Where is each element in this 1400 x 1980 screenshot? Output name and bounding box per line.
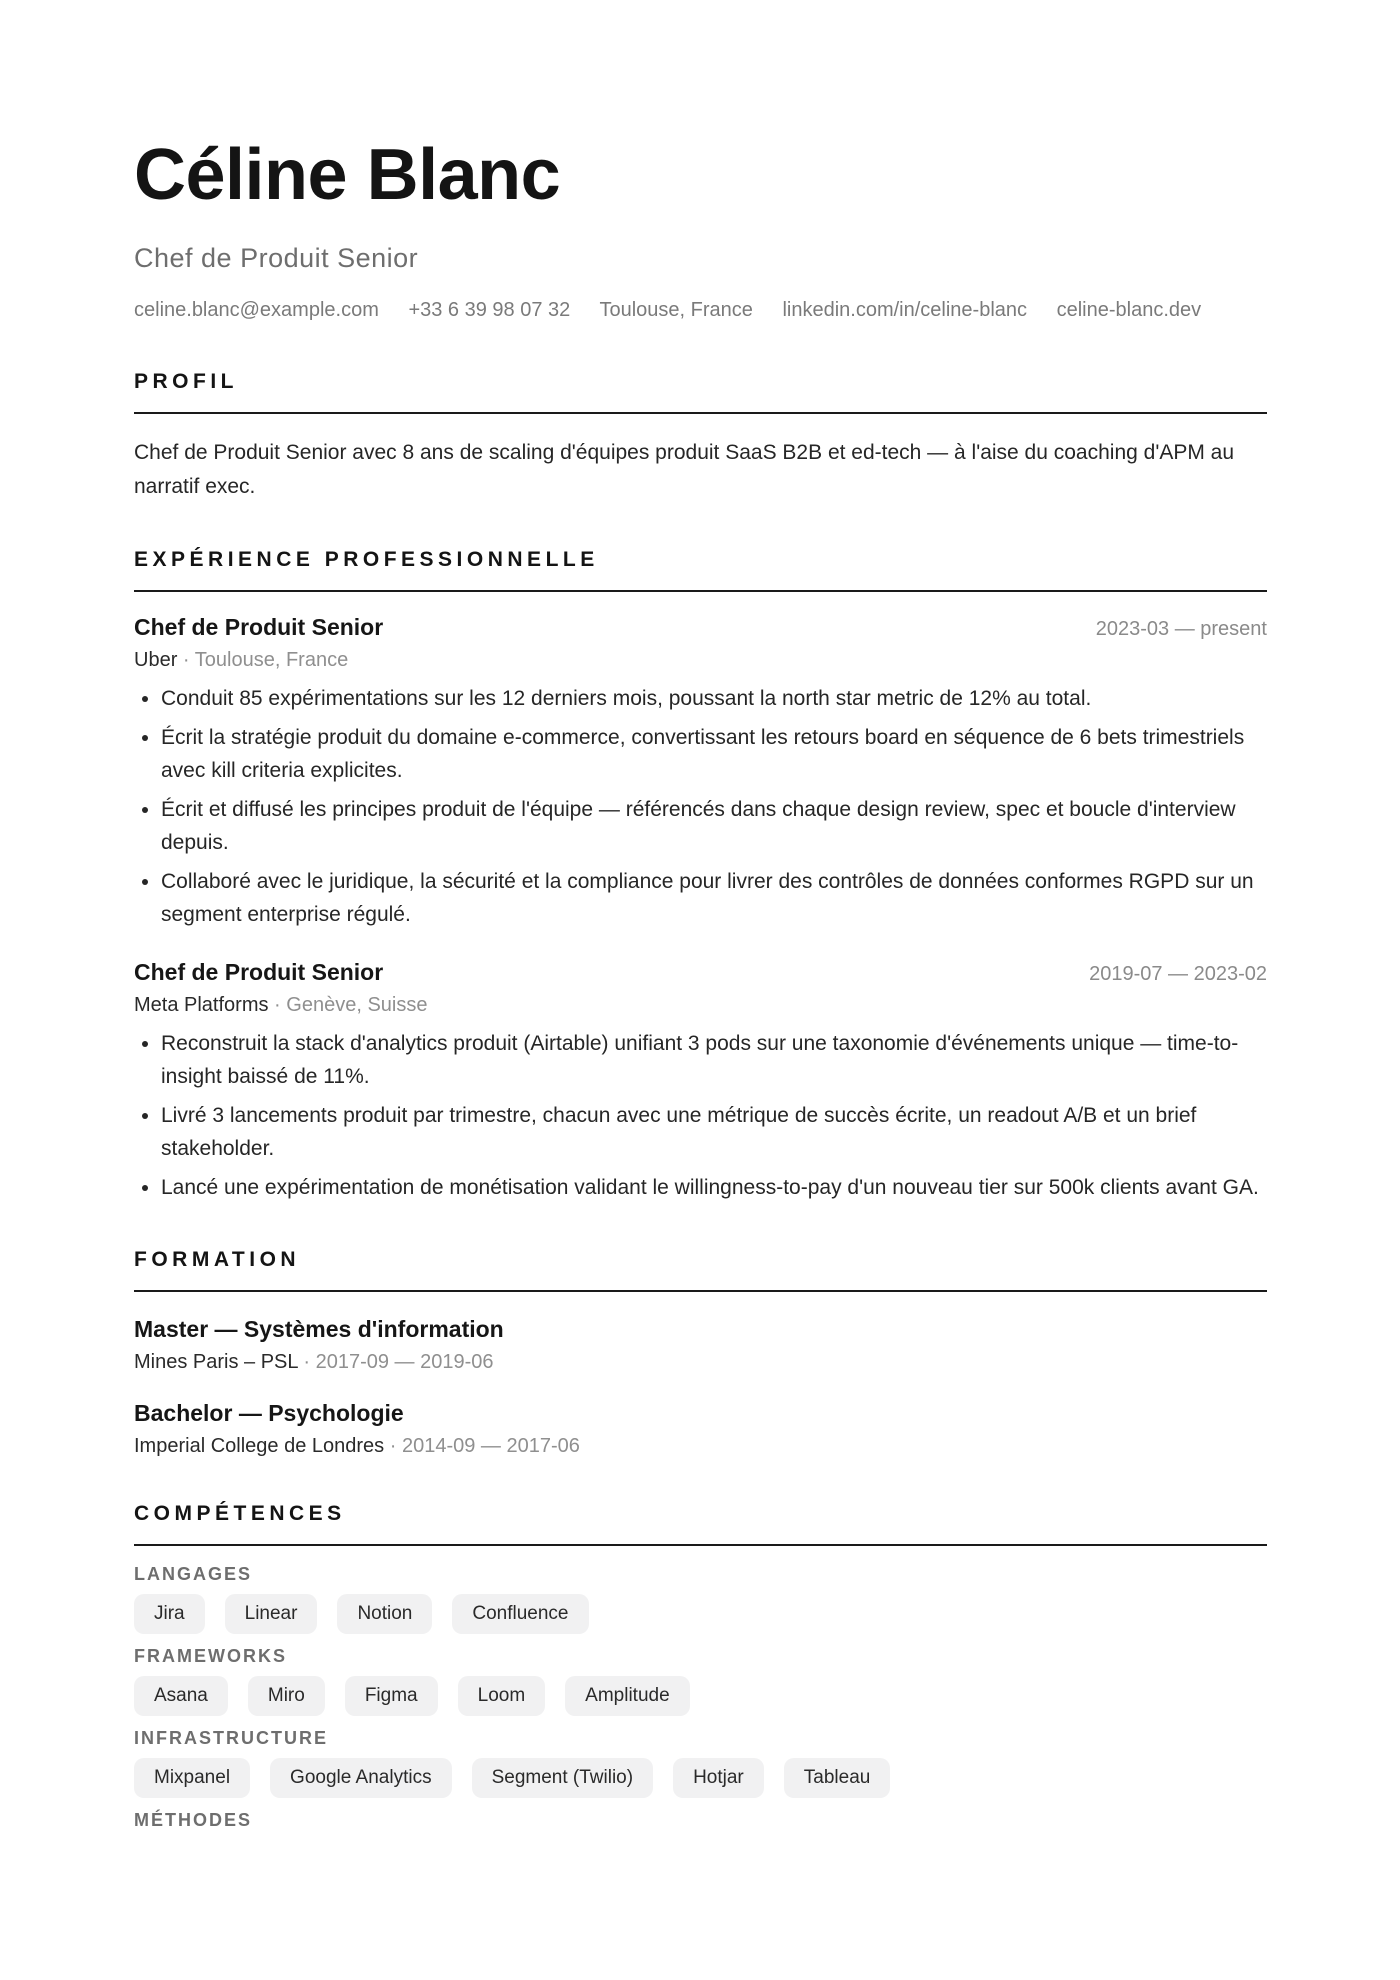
contact-line [134, 294, 1267, 326]
job-bullet: • Livré 3 lancements produit par trimestre, chacun avec une métrique de succès écrite, un readout A/B et un brief stakeholder. [161, 1099, 1267, 1165]
job-bullet: • Collaboré avec le juridique, la sécurité et la compliance pour livrer des contrôles de données conformes RGPD sur un segment enterprise régulé. [161, 865, 1267, 931]
job-dates: 2019-07 — 2023-02 [1089, 963, 1267, 985]
job-location: Toulouse, France [194, 649, 349, 671]
skill-chips [134, 1758, 1267, 1798]
education-entry [134, 1316, 1267, 1374]
job-bullet: • Écrit la stratégie produit du domaine e-commerce, convertissant les retours board en séquence de 6 bets trimestriels avec kill criteria explicites. [161, 721, 1267, 787]
skill-group-frameworks [134, 1646, 1267, 1716]
skill-chip: Hotjar [673, 1758, 764, 1798]
contact-email[interactable]: celine.blanc@example.com [134, 299, 379, 321]
contact-location: Toulouse, France [599, 299, 753, 321]
skill-chip: Miro [248, 1676, 325, 1716]
job-company: Uber [134, 649, 178, 671]
skill-chip: Segment (Twilio) [472, 1758, 654, 1798]
contact-linkedin[interactable]: linkedin.com/in/celine-blanc [782, 299, 1028, 321]
skill-group-label: MÉTHODES [134, 1810, 253, 1830]
section-heading-experience: EXPÉRIENCE PROFESSIONNELLE [134, 548, 1267, 592]
job-location: Genève, Suisse [286, 994, 428, 1016]
candidate-name: Céline Blanc [134, 135, 561, 215]
education-section [134, 1248, 1267, 1458]
skill-group-infrastructure [134, 1728, 1267, 1798]
skill-chip: Notion [337, 1594, 432, 1634]
job-bullets [134, 682, 1267, 931]
skill-chips [134, 1676, 1267, 1716]
section-heading-education: FORMATION [134, 1248, 1267, 1292]
job-bullet: • Conduit 85 expérimentations sur les 12 derniers mois, poussant la north star metric de 12% au total. [161, 682, 1267, 715]
skill-chip: Amplitude [565, 1676, 690, 1716]
skill-group-methods [134, 1810, 1267, 1831]
contact-website[interactable]: celine-blanc.dev [1056, 299, 1202, 321]
job-company: Meta Platforms [134, 994, 269, 1016]
section-heading-profile: PROFIL [134, 370, 1267, 414]
job-bullet: • Lancé une expérimentation de monétisation validant le willingness-to-pay d'un nouveau tier sur 500k clients avant GA. [161, 1171, 1267, 1204]
skill-chip: Loom [458, 1676, 546, 1716]
profile-section [134, 370, 1267, 504]
skill-group-label: FRAMEWORKS [134, 1646, 287, 1666]
education-entry [134, 1400, 1267, 1458]
skill-chip: Google Analytics [270, 1758, 452, 1798]
section-heading-skills: COMPÉTENCES [134, 1502, 1267, 1546]
contact-phone[interactable]: +33 6 39 98 07 32 [408, 299, 571, 321]
skill-chip: Jira [134, 1594, 205, 1634]
skills-section [134, 1502, 1267, 1831]
job-entry [134, 614, 1267, 931]
skill-chip: Linear [225, 1594, 318, 1634]
job-bullet: • Écrit et diffusé les principes produit de l'équipe — référencés dans chaque design review, spec et boucle d'interview depuis. [161, 793, 1267, 859]
education-dates: 2014-09 — 2017-06 [401, 1435, 580, 1457]
education-dates: 2017-09 — 2019-06 [315, 1351, 494, 1373]
skill-chip: Figma [345, 1676, 438, 1716]
education-degree: Bachelor — Psychologie [134, 1400, 404, 1426]
job-entry [134, 959, 1267, 1204]
profile-summary: Chef de Produit Senior avec 8 ans de scaling d'équipes produit SaaS B2B et ed-tech — à l'aise du coaching d'APM au narratif exec. [134, 441, 1235, 498]
skill-group-languages [134, 1564, 1267, 1634]
education-school: Imperial College de Londres [134, 1435, 385, 1457]
skill-chip: Mixpanel [134, 1758, 250, 1798]
separator-dot: · [389, 1435, 397, 1457]
skill-chips [134, 1594, 1267, 1634]
job-dates: 2023-03 — present [1095, 618, 1267, 640]
education-degree: Master — Systèmes d'information [134, 1316, 504, 1342]
separator-dot: · [303, 1351, 311, 1373]
candidate-title: Chef de Produit Senior [134, 243, 419, 273]
separator-dot: · [182, 649, 190, 671]
skill-group-label: LANGAGES [134, 1564, 253, 1584]
resume-header [134, 133, 1267, 326]
skill-chip: Tableau [784, 1758, 891, 1798]
job-bullets [134, 1027, 1267, 1204]
skill-group-label: INFRASTRUCTURE [134, 1728, 328, 1748]
education-school: Mines Paris – PSL [134, 1351, 298, 1373]
separator-dot: · [274, 994, 281, 1016]
job-role: Chef de Produit Senior [134, 614, 384, 640]
job-role: Chef de Produit Senior [134, 959, 384, 985]
skill-chip: Asana [134, 1676, 228, 1716]
skill-chip: Confluence [452, 1594, 588, 1634]
experience-section [134, 548, 1267, 1204]
job-bullet: • Reconstruit la stack d'analytics produit (Airtable) unifiant 3 pods sur une taxonomie d'événements unique — time-to-insight baissé de 11%. [161, 1027, 1267, 1093]
